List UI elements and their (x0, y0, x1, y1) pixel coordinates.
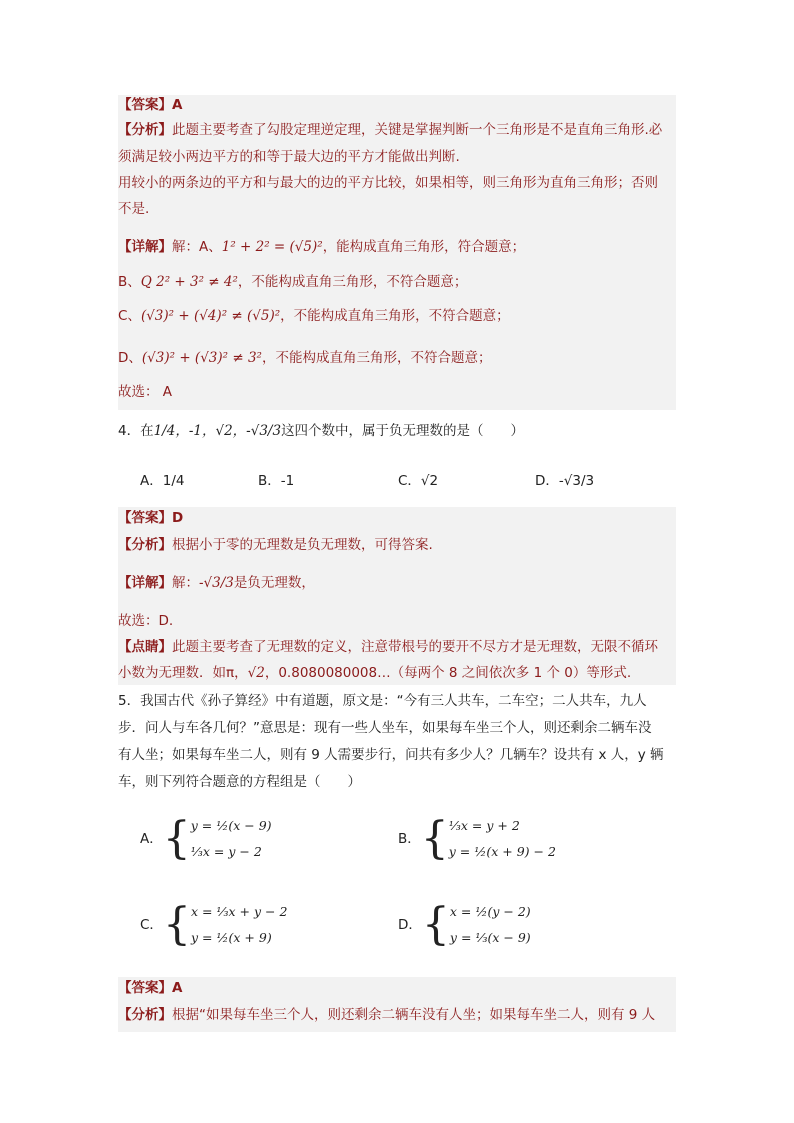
equation: x = ½(y − 2) (449, 904, 531, 919)
detail-prefix: D、 (118, 350, 142, 366)
q3-choose-line (118, 382, 172, 402)
q4-comment-line-2 (118, 663, 631, 683)
q3-detail-a (118, 237, 525, 257)
math-expression: (√3)² + (√3)² ≠ 3² (141, 350, 262, 366)
q4-answer-line (118, 508, 183, 528)
equation-system (191, 899, 288, 951)
option-label: B． (398, 831, 421, 847)
q4-choose-line: 故选：D. (118, 613, 174, 629)
equation: y = ½(x + 9) − 2 (448, 844, 556, 859)
brace-icon: { (162, 899, 191, 950)
math-expression: 1² + 2² = (√5)² (221, 239, 323, 255)
answer-tag: 【答案】 (118, 980, 172, 996)
q5-stem-line-3: 有人坐；如果每车坐二人，则有 9 人需要步行，问共有多少人？几辆车？设共有 x 人，y 辆 (118, 747, 664, 763)
q5-option-b (398, 813, 556, 865)
analysis-tag: 【分析】 (118, 122, 172, 138)
q3-answer-line (118, 95, 182, 115)
q5-option-d (398, 899, 531, 951)
math-expression: √2 (247, 665, 265, 681)
q4-analysis-line (118, 535, 433, 555)
answer-value: A (172, 980, 183, 996)
equation: x = ⅓x + y − 2 (190, 904, 288, 919)
q5-option-a (140, 813, 272, 865)
q4-option-a: A．1/4 (140, 473, 185, 489)
equation: ⅓x = y + 2 (448, 818, 520, 833)
choose-label: 故选： (118, 384, 159, 400)
detail-text: ，不能构成直角三角形，不符合题意； (261, 350, 492, 366)
comment-tag: 【点睛】 (118, 639, 172, 655)
math-expression: (√3)² + (√4)² ≠ (√5)² (140, 308, 281, 324)
detail-tag: 【详解】 (118, 575, 172, 591)
answer-tag: 【答案】 (118, 97, 172, 113)
math-expression: 1/4，-1，√2，-√3/3 (153, 423, 282, 439)
q4-detail-line (118, 573, 315, 593)
q3-analysis-line-4: 不是. (118, 201, 150, 217)
equation-system (449, 813, 556, 865)
q5-stem-line-4: 车，则下列符合题意的方程组是（ ） (118, 774, 361, 790)
brace-icon: { (162, 813, 191, 864)
analysis-tag: 【分析】 (118, 537, 172, 553)
comment-text: 此题主要考查了无理数的定义，注意带根号的要开不尽方才是无理数，无限不循环 (172, 639, 658, 655)
q5-answer-line (118, 978, 182, 998)
q4-stem (118, 421, 524, 441)
q5-option-c (140, 899, 287, 951)
q4-option-c: C．√2 (398, 473, 439, 489)
detail-prefix: 解：A、 (172, 239, 222, 255)
detail-tag: 【详解】 (118, 239, 172, 255)
equation-system (450, 899, 531, 951)
detail-prefix: B、 (118, 274, 141, 290)
brace-icon: { (420, 813, 449, 864)
brace-icon: { (421, 899, 450, 950)
option-label: A． (140, 831, 163, 847)
question-number: 4．在 (118, 423, 154, 439)
detail-text: ，不能构成直角三角形，不符合题意； (280, 308, 510, 324)
q4-option-b: B．-1 (258, 473, 295, 489)
q4-option-d: D．-√3/3 (535, 473, 595, 489)
math-expression: -√3/3 (199, 575, 234, 591)
q3-analysis-line-1 (118, 120, 662, 140)
detail-prefix: C、 (118, 308, 141, 324)
answer-value: D (172, 510, 184, 526)
q4-solution-band (118, 507, 676, 685)
answer-tag: 【答案】 (118, 510, 172, 526)
option-label: C． (140, 917, 163, 933)
equation: y = ½(x − 9) (190, 818, 272, 833)
analysis-text: 根据小于零的无理数是负无理数，可得答案. (172, 537, 433, 553)
equation-system (191, 813, 272, 865)
detail-text: ，不能构成直角三角形，不符合题意； (237, 274, 468, 290)
comment-text: ，0.8080080008…（每两个 8 之间依次多 1 个 0）等形式. (264, 665, 632, 681)
analysis-text: 此题主要考查了勾股定理逆定理，关键是掌握判断一个三角形是不是直角三角形.必 (172, 122, 663, 138)
detail-text: 是负无理数， (233, 575, 315, 591)
q4-comment-line-1 (118, 637, 658, 657)
q5-stem-line-2: 步．问人与车各几何？”意思是：现有一些人坐车，如果每车坐三个人，则还剩余二辆车没 (118, 720, 652, 736)
option-label: D． (398, 917, 422, 933)
analysis-tag: 【分析】 (118, 1007, 172, 1023)
detail-prefix: 解： (172, 575, 199, 591)
equation: ⅓x = y − 2 (190, 844, 262, 859)
detail-text: ，能构成直角三角形，符合题意； (322, 239, 526, 255)
q3-detail-c (118, 306, 510, 326)
question-text: 这四个数中，属于负无理数的是（ ） (281, 423, 525, 439)
q3-detail-d (118, 348, 491, 368)
q3-analysis-line-3: 用较小的两条边的平方和与最大的边的平方比较，如果相等，则三角形为直角三角形；否则 (118, 175, 658, 191)
equation: y = ½(x + 9) (190, 930, 272, 945)
q5-stem-line-1: 5．我国古代《孙子算经》中有道题，原文是：“今有三人共车，二车空；二人共车，九人 (118, 693, 647, 709)
q3-detail-b (118, 272, 467, 292)
q3-analysis-line-2: 须满足较小两边平方的和等于最大边的平方才能做出判断. (118, 149, 460, 165)
answer-value: A (172, 97, 183, 113)
q5-analysis-line (118, 1005, 655, 1025)
math-expression: Q 2² + 3² ≠ 4² (140, 274, 238, 290)
comment-text: 小数为无理数．如π， (118, 665, 248, 681)
analysis-text: 根据“如果每车坐三个人，则还剩余二辆车没有人坐；如果每车坐二人，则有 9 人 (172, 1007, 656, 1023)
choose-value: A (162, 384, 173, 400)
equation: y = ⅓(x − 9) (449, 930, 531, 945)
